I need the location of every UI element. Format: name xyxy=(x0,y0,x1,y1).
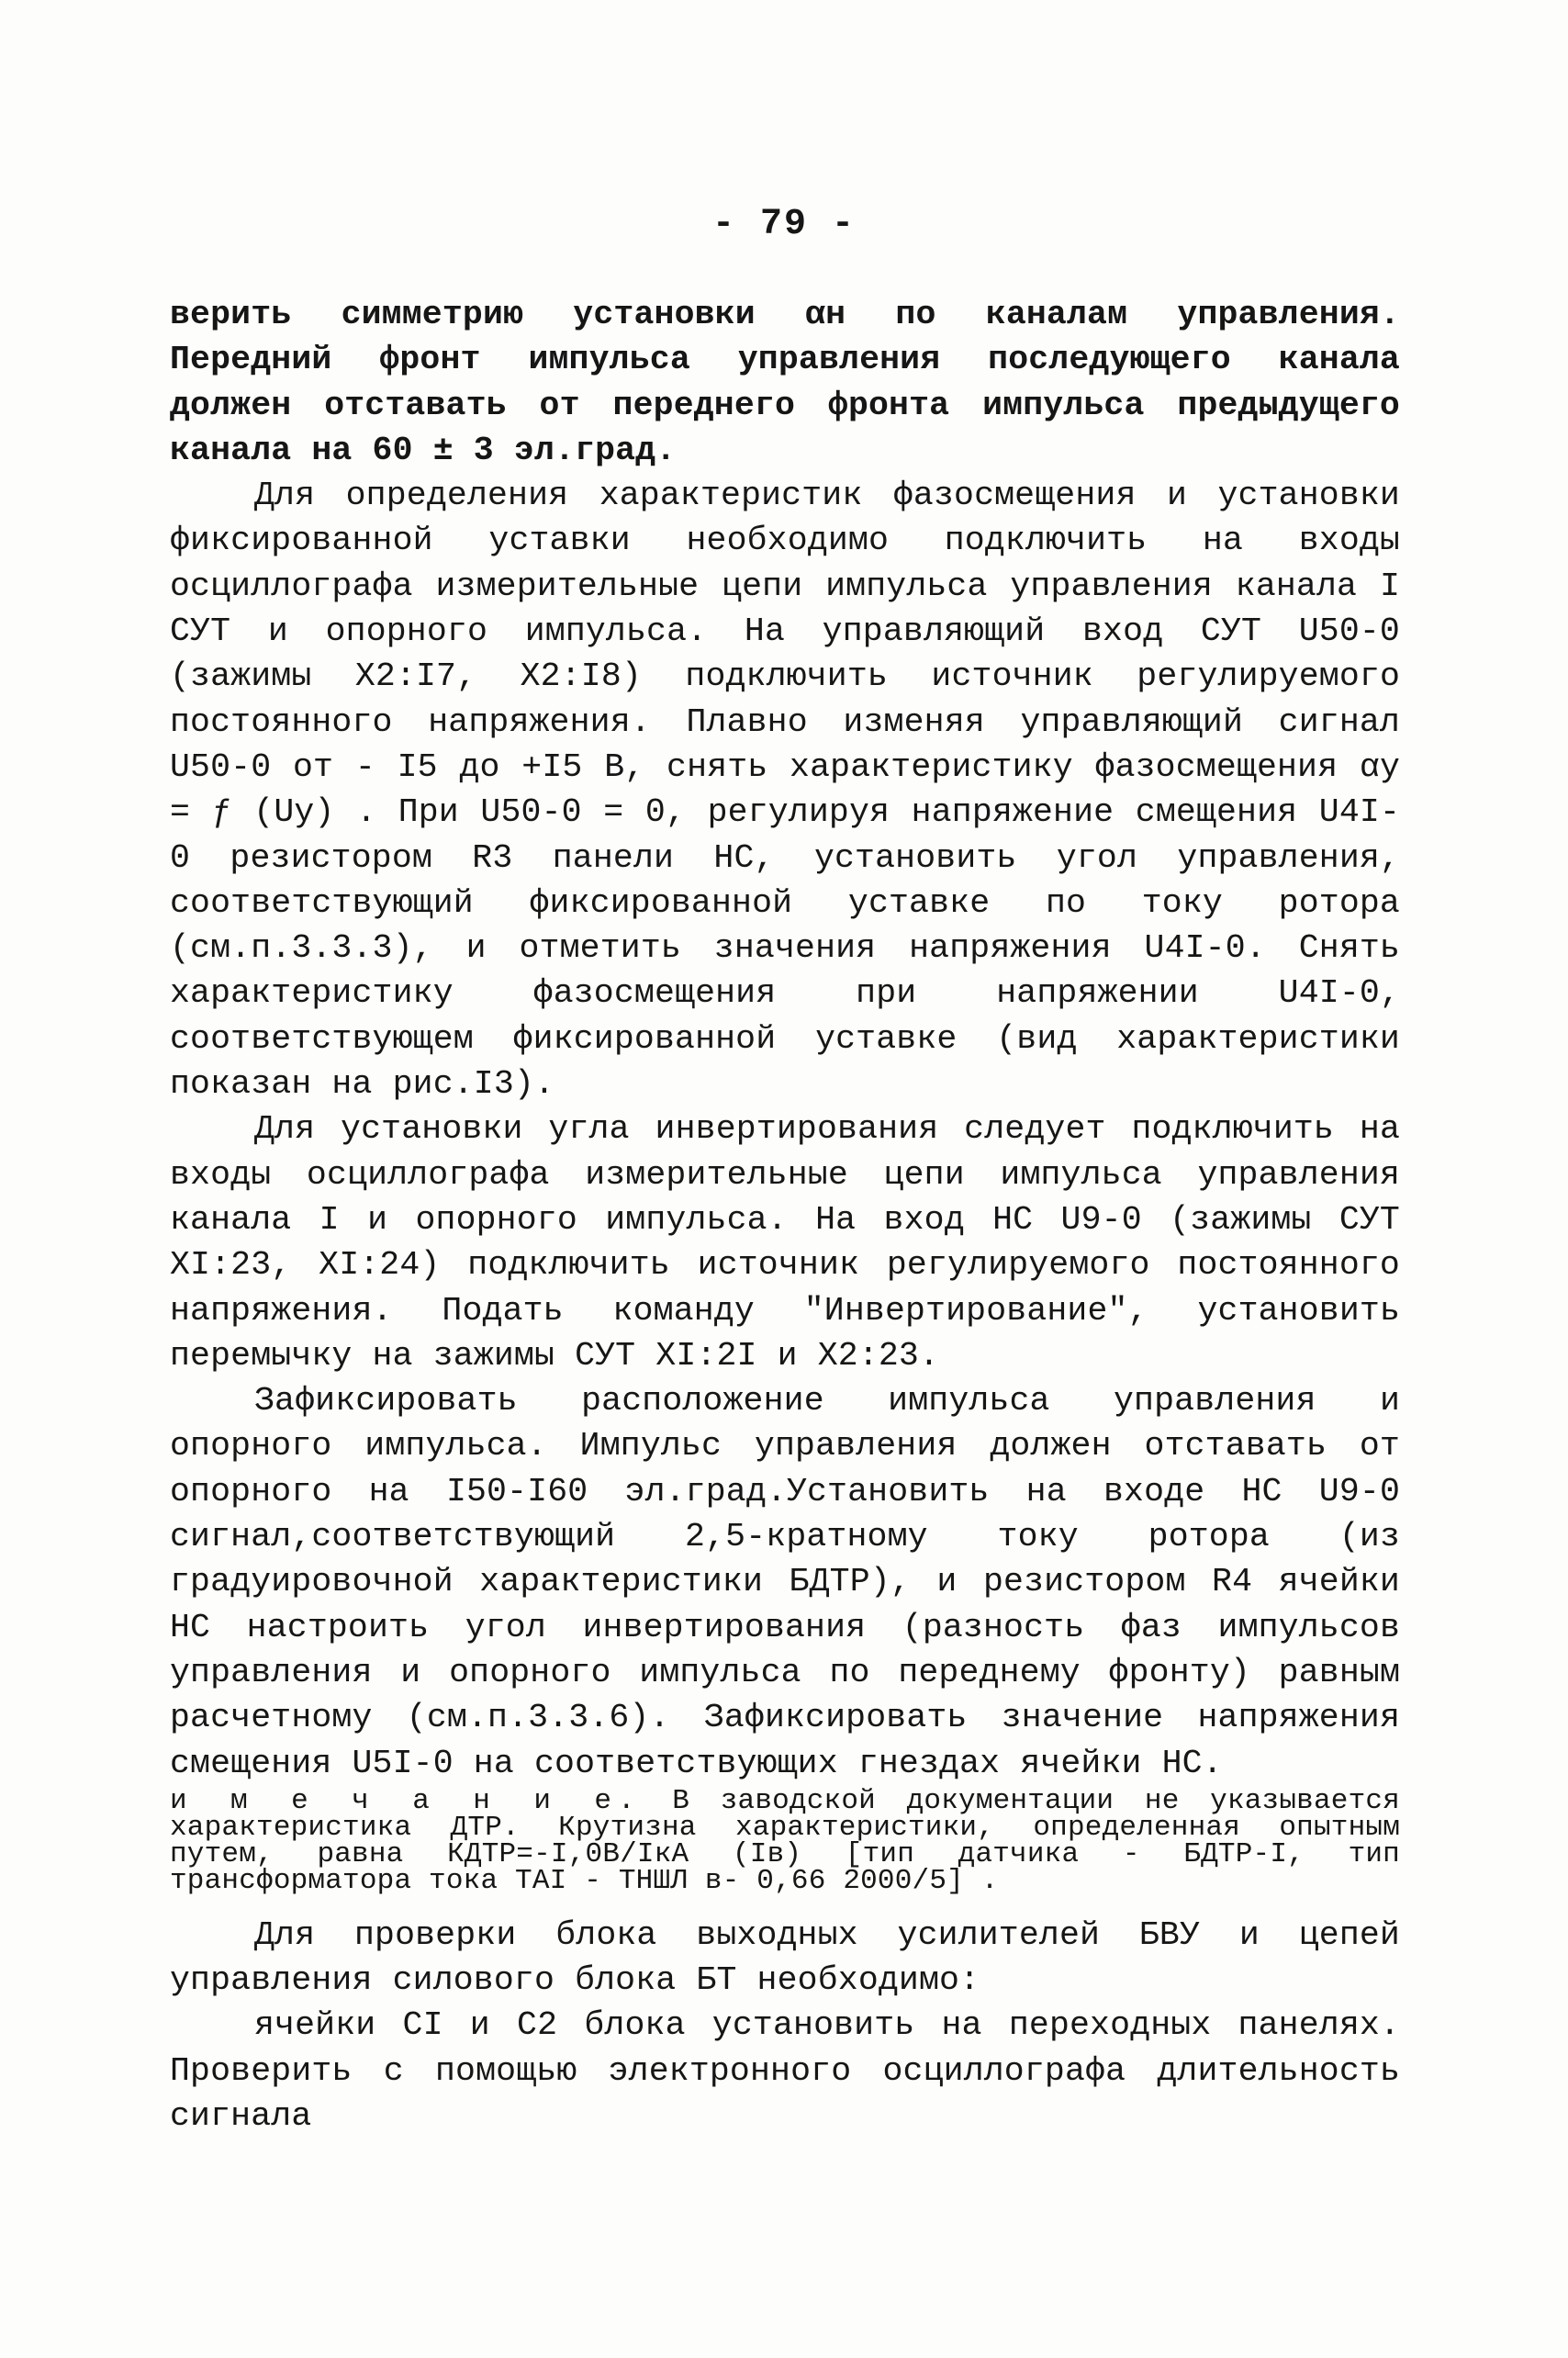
body-text xyxy=(170,292,1400,2139)
paragraph-inversion-angle: Для установки угла инвертирования следует подключить на входы осциллографа измерительные цепи импульса управления канала I и опорного импульса. На вход НС U9-0 (зажимы СУТ ХI:23, ХI:24) подключить источник регулируемого постоянного напряжения. Подать команду "Инвертирование", установить перемычку на зажимы СУТ ХI:2I и Х2:23. xyxy=(170,1110,1400,1375)
paragraph-cells-setup: ячейки СI и С2 блока установить на переходных панелях. Проверить с помощью электронного осциллографа длительность сигнала xyxy=(170,2006,1400,2135)
note xyxy=(170,1784,1400,1897)
note-text: В заводской документации не указывается характеристика ДТР. Крутизна характеристики, определенная опытным путем, равна КДТР=-I,0В/IкА (Iв) [тип датчика - БДТР-I, тип трансформатора тока ТАI - ТНШЛ в- 0,66 2000/5] . xyxy=(170,1784,1400,1897)
note-label: и м е ч а н и е. xyxy=(170,1784,642,1817)
paragraph-continuation: верить симметрию установки αн по каналам управления. Передний фронт импульса управления последующего канала должен отставать от переднего фронта импульса предыдущего канала на 60 ± 3 эл.град. xyxy=(170,296,1400,469)
paragraph-fix-position: Зафиксировать расположение импульса управления и опорного импульса. Импульс управления должен отставать от опорного на I50-I60 эл.град.Установить на входе НС U9-0 сигнал,соответствующий 2,5-кратному току ротора (из градуировочной характеристики БДТР), и резистором R4 ячейки НС настроить угол инвертирования (разность фаз импульсов управления и опорного импульса по переднему фронту) равным расчетному (см.п.3.3.6). Зафиксировать значение напряжения смещения U5I-0 на соответствующих гнездах ячейки НС. xyxy=(170,1382,1400,1782)
paragraph-bvu-check: Для проверки блока выходных усилителей БВУ и цепей управления силового блока БТ необходимо: xyxy=(170,1915,1400,2000)
paragraph-phase-shift: Для определения характеристик фазосмещения и установки фиксированной уставки необходимо подключить на входы осциллографа измерительные цепи импульса управления канала I СУТ и опорного импульса. На управляющий вход СУТ U50-0 (зажимы Х2:I7, Х2:I8) подключить источник регулируемого постоянного напряжения. Плавно изменяя управляющий сигнал U50-0 от - I5 до +I5 В, снять характеристику фазосмещения αу = ƒ (Uу) . При U50-0 = 0, регулируя напряжение смещения U4I-0 резистором R3 панели НС, установить угол управления, соответствующий фиксированной уставке по току ротора (см.п.3.3.3), и отметить значения напряжения U4I-0. Снять характеристику фазосмещения при напряжении U4I-0, соответствующем фиксированной уставке (вид характеристики показан на рис.I3). xyxy=(170,477,1400,1104)
page-number: - 79 - xyxy=(711,204,857,245)
